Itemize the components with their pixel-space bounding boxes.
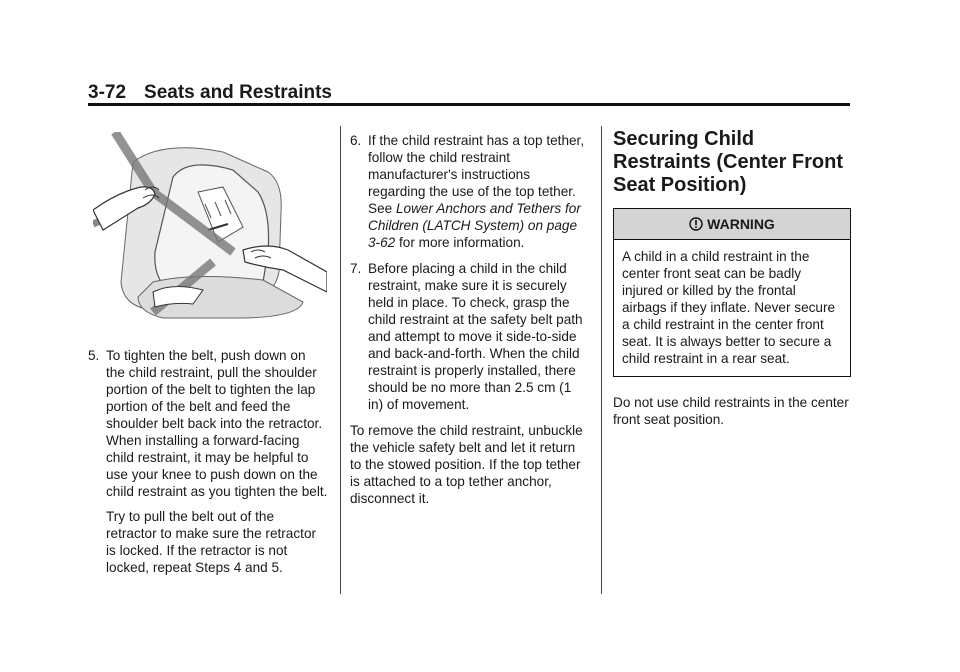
step-number: 5. (88, 348, 100, 363)
header-rule (88, 103, 850, 106)
column-3 (613, 128, 853, 428)
step-7 (350, 260, 590, 413)
column-divider-1 (340, 126, 341, 594)
section-title-header: Seats and Restraints (144, 82, 332, 103)
column-1 (88, 132, 328, 576)
step-text: To tighten the belt, push down on the child restraint, pull the shoulder portion of the belt to tighten the lap portion of the belt and feed the shoulder belt back into the retractor. When installing a forward-facing child restraint, it may be helpful to use your knee to push down on the child restraint as you tighten the belt. (106, 348, 328, 499)
page-reference-link[interactable]: Lower Anchors and Tethers for Children (LATCH System) on page 3-62 (368, 201, 581, 250)
warning-header (614, 209, 850, 240)
warning-icon (689, 217, 703, 231)
remove-restraint-paragraph: To remove the child restraint, unbuckle the vehicle safety belt and let it return to the stowed position. If the top tether is attached to a top tether anchor, disconnect it. (350, 423, 583, 506)
closing-paragraph: Do not use child restraints in the center front seat position. (613, 395, 849, 427)
step-number: 7. (350, 261, 362, 276)
step-6-text-before: If the child restraint has a top tether, follow the child restraint manufacturer's instructions regarding the use of the top tether. See (368, 133, 585, 216)
step-5-followup: Try to pull the belt out of the retractor to make sure the retractor is locked. If the retractor is not locked, repeat Steps 4 and 5. (106, 509, 317, 575)
warning-label: WARNING (707, 215, 775, 232)
column-2 (350, 132, 590, 507)
warning-box (613, 208, 851, 377)
warning-text: A child in a child restraint in the center front seat can be badly injured or killed by the frontal airbags if they inflate. Never secure a child restraint in the center front seat. It is always better to secure a child restraint in a rear seat. (622, 249, 836, 366)
child-restraint-illustration (93, 132, 327, 320)
step-6-text-after: for more information. (395, 235, 525, 250)
step-text: Before placing a child in the child restraint, make sure it is securely held in place. To check, grasp the child restraint at the safety belt path and attempt to move it side-to-side and back-and-forth. When the child restraint is properly installed, there should be no more than 2.5 cm (1 in) of movement. (368, 261, 583, 412)
section-heading: Securing Child Restraints (Center Front Seat Position) (613, 128, 844, 196)
step-6 (350, 132, 590, 251)
step-number: 6. (350, 133, 362, 148)
page-number: 3-72 (88, 82, 127, 103)
column-divider-2 (601, 126, 602, 594)
step-text (368, 132, 590, 251)
page-header (88, 82, 850, 104)
step-5 (88, 347, 328, 500)
